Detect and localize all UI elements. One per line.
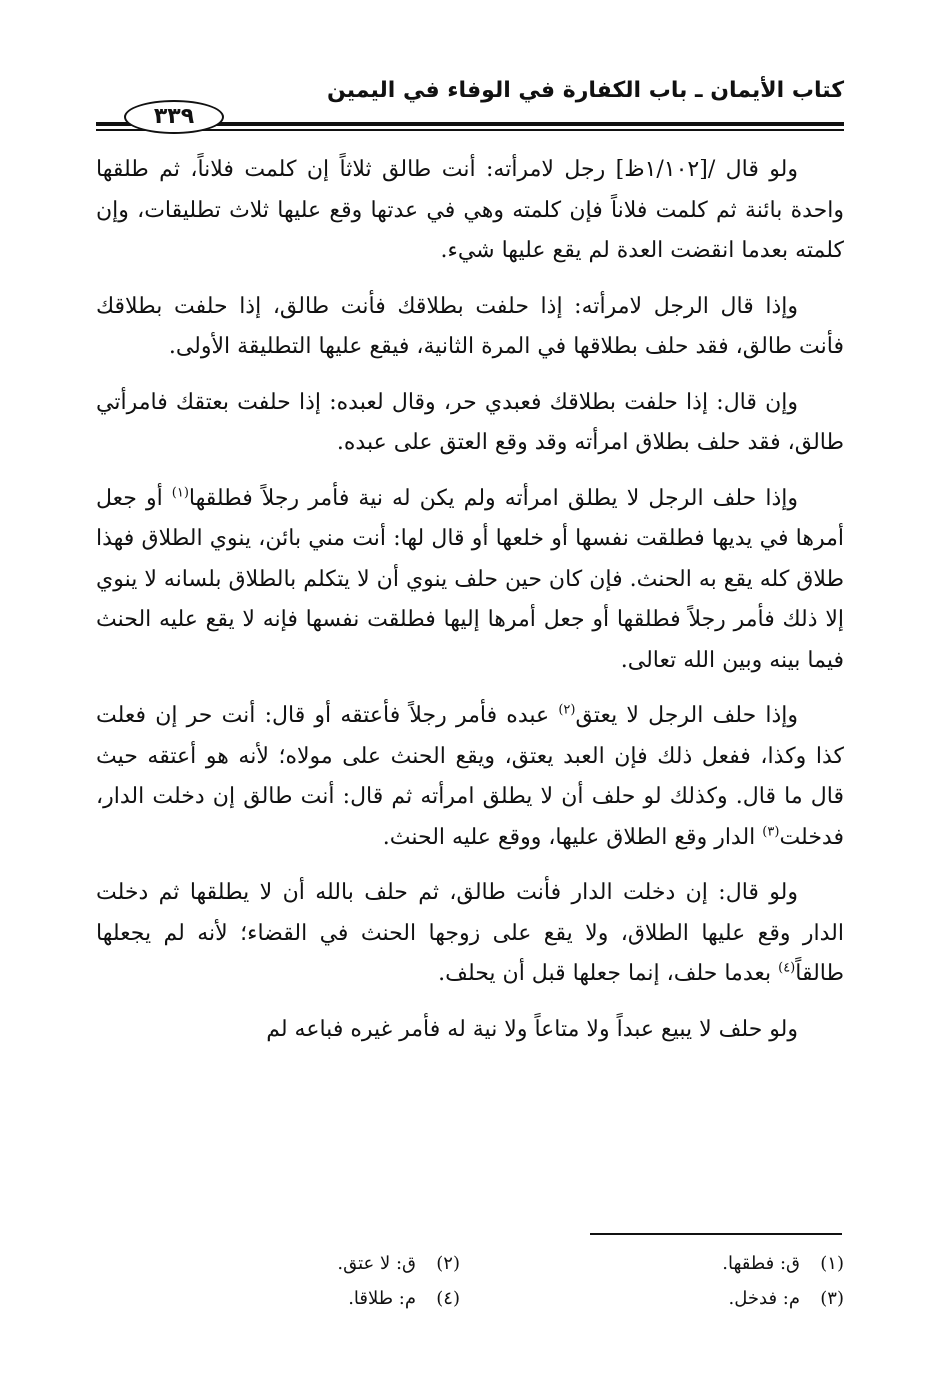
paragraph: [96, 873, 844, 995]
paragraph-text: وإذا قال الرجل لامرأته: إذا حلفت بطلاقك فأنت طالق، إذا حلفت بطلاقك فأنت طالق، فقد حلف بطلاقها في المرة الثانية، فيقع عليها التطليقة الأولى.: [96, 293, 844, 359]
footnote-label: (٤): [436, 1288, 460, 1309]
paragraph-text: الدار وقع الطلاق عليها، ووقع عليه الحنث.: [382, 824, 763, 850]
footnote-text: م: فدخل.: [728, 1288, 800, 1309]
footnote: [96, 1281, 460, 1316]
footnote: [480, 1281, 844, 1316]
footnote: [480, 1246, 844, 1281]
footnotes: [96, 1246, 844, 1316]
paragraph: [96, 479, 844, 682]
paragraph-text: ولو حلف لا يبيع عبداً ولا متاعاً ولا نية له فأمر غيره فباعه لم: [266, 1016, 798, 1042]
footnote-label: (١): [820, 1253, 844, 1274]
body-text: [96, 150, 844, 1065]
paragraph: [96, 696, 844, 858]
paragraph: [96, 383, 844, 464]
running-title: كتاب الأيمان ـ باب الكفارة في الوفاء في اليمين: [326, 78, 844, 103]
footnote-rule: [590, 1233, 842, 1235]
footnote-text: ق: فطقها.: [722, 1253, 800, 1274]
page-header: [96, 78, 844, 130]
paragraph-text: بعدما حلف، إنما جعلها قبل أن يحلف.: [438, 961, 779, 986]
paragraph-text: وإن قال: إذا حلفت بطلاقك فعبدي حر، وقال لعبده: إذا حلفت بعتقك فامرأتي طالق، فقد حلف بطلاق امرأته وقد وقع العتق على عبده.: [96, 389, 844, 455]
paragraph-text: أو جعل أمرها في يديها فطلقت نفسها أو خلعها أو قال لها: أنت مني بائن، ينوي الطلاق فهذا طلاق كله يقع به الحنث. فإن كان حين حلف ينوي أن لا يتكلم بالطلاق بلسانه لا ينوي إلا ذلك فأمر رجلاً فطلقها أو جعل أمرها إليها فطلقت نفسها فإنه لا يقع عليه الحنث فيما بينه وبين الله تعالى.: [96, 485, 844, 673]
paragraph: [96, 150, 844, 272]
footnote-marker: (٢): [558, 702, 576, 718]
paragraph: [96, 1010, 844, 1051]
paragraph-text: وإذا حلف الرجل لا يطلق امرأته ولم يكن له نية فأمر رجلاً فطلقها: [188, 485, 798, 511]
footnote-label: (٣): [820, 1288, 844, 1309]
paragraph-text: وإذا حلف الرجل لا يعتق: [575, 703, 798, 728]
paragraph-text: عبده فأمر رجلاً فأعتقه أو قال: أنت حر إن فعلت كذا وكذا، ففعل ذلك فإن العبد يعتق، ويقع الحنث على مولاه؛ لأنه هو أعتقه حيث قال ما قال. وكذلك لو حلف أن لا يطلق امرأته ثم قال: أنت طالق إن دخلت الدار، فدخلت: [96, 703, 844, 850]
paragraph-text: ولو قال: إن دخلت الدار فأنت طالق، ثم حلف بالله أن لا يطلقها ثم دخلت الدار وقع عليها الطلاق، ولا يقع على زوجها الحنث في القضاء؛ لأنه لم يجعلها طالقاً: [96, 880, 844, 986]
paragraph: [96, 287, 844, 368]
footnote-marker: (١): [171, 485, 189, 501]
footnote-text: ق: لا عتق.: [337, 1253, 416, 1274]
footnote-grid: [96, 1246, 844, 1316]
paragraph-text: ولو قال /[١/١٠٢ظ] رجل لامرأته: أنت طالق ثلاثاً إن كلمت فلاناً، ثم طلقها واحدة بائنة ثم كلمت فلاناً فإن كلمته وهي في عدتها وقع عليها ثلاث تطليقات، وإن كلمته بعدما انقضت العدة لم يقع عليها شيء.: [96, 157, 844, 263]
footnote-marker: (٣): [762, 824, 780, 840]
page-number: ٣٣٩: [124, 100, 224, 134]
footnote-label: (٢): [436, 1253, 460, 1274]
footnote-text: م: طلاقا.: [348, 1288, 416, 1309]
footnote-marker: (٤): [778, 960, 796, 976]
footnote: [96, 1246, 460, 1281]
